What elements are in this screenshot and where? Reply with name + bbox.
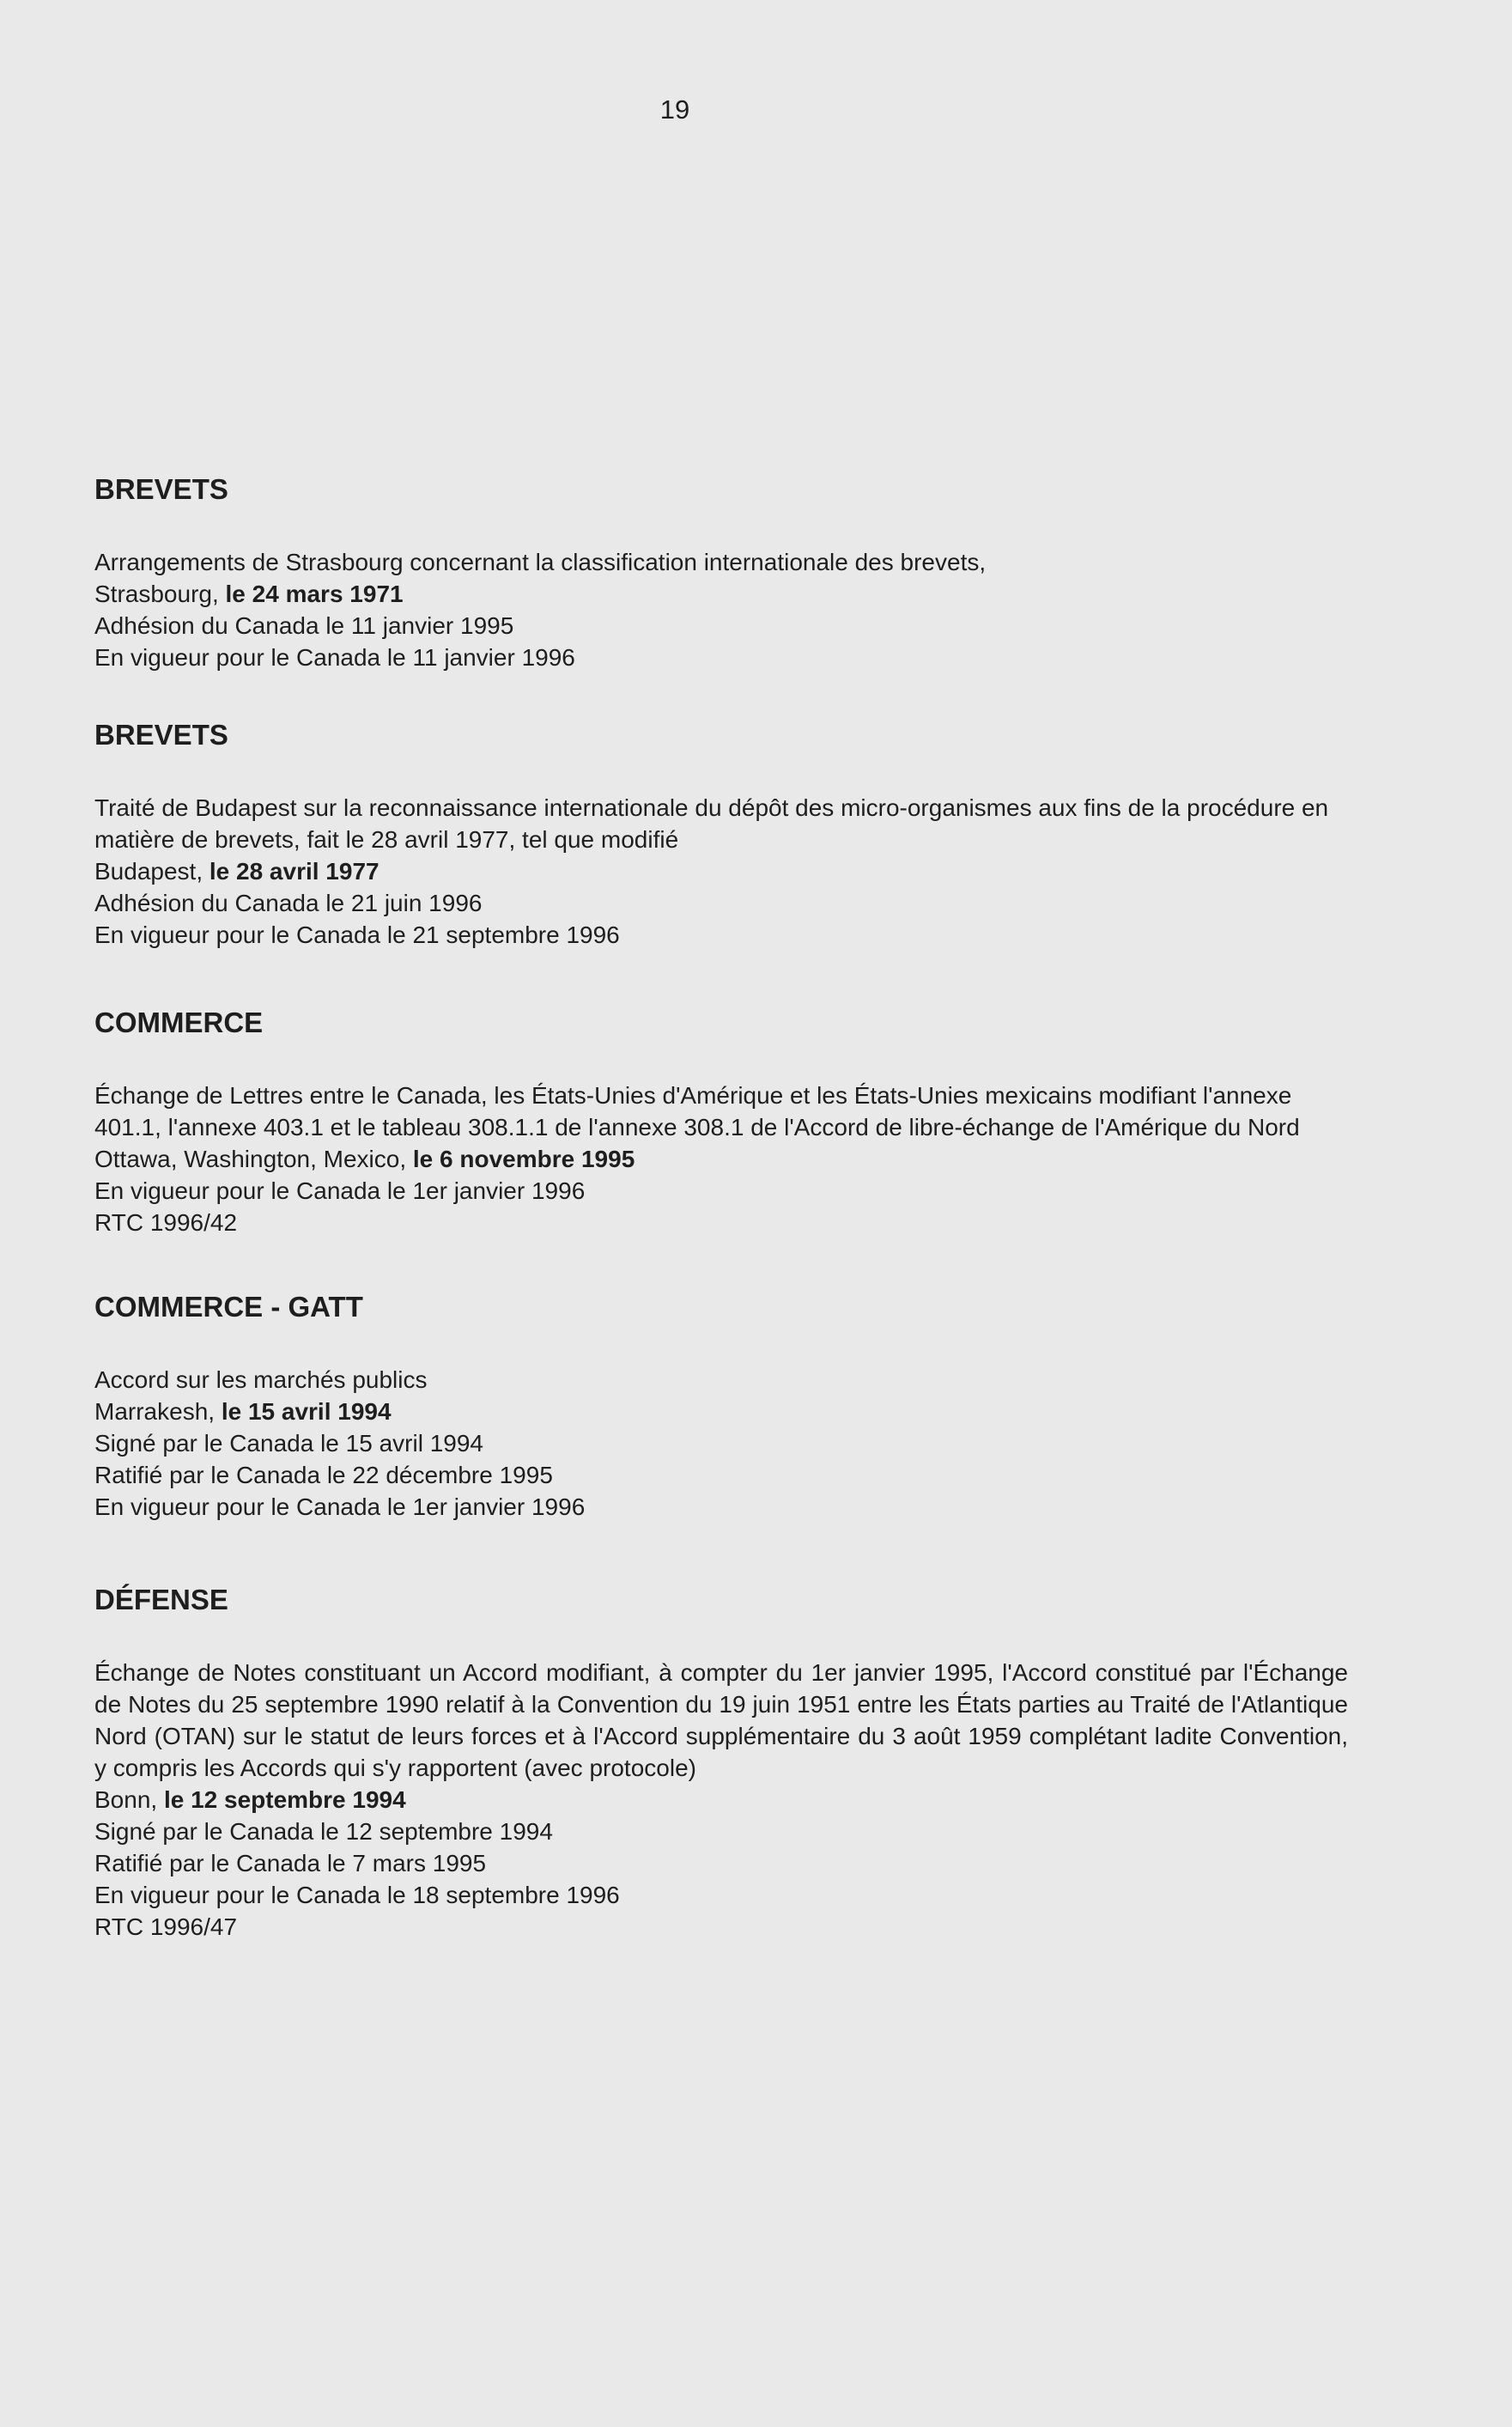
signing-place: Bonn,	[94, 1786, 164, 1813]
signing-place: Marrakesh,	[94, 1398, 222, 1425]
signature-line: Signé par le Canada le 15 avril 1994	[94, 1430, 483, 1457]
treaty-title: Échange de Notes constituant un Accord modifiant, à compter du 1er janvier 1995, l'Accord constitué par l'Échange de Notes du 25 septembre 1990 relatif à la Convention du 19 juin 1951 entre les États parties au Traité de l'Atlantique Nord (OTAN) sur le statut de leurs forces et à l'Accord supplémentaire du 3 août 1959 complétant ladite Convention, y compris les Accords qui s'y rapportent (avec protocole)	[94, 1659, 1348, 1781]
signing-place-date	[94, 1396, 1348, 1427]
signing-date: le 12 septembre 1994	[163, 1786, 406, 1813]
signing-date: le 15 avril 1994	[221, 1398, 392, 1425]
signature-line: Signé par le Canada le 12 septembre 1994	[94, 1818, 553, 1845]
signing-place: Ottawa, Washington, Mexico,	[94, 1146, 413, 1172]
section-commerce-gatt	[94, 1290, 1348, 1523]
treaty-title: Accord sur les marchés publics	[94, 1366, 428, 1393]
accession-line: Adhésion du Canada le 21 juin 1996	[94, 890, 483, 916]
ratification-line: Ratifié par le Canada le 22 décembre 1995	[94, 1462, 553, 1488]
in-force-line: En vigueur pour le Canada le 1er janvier 1996	[94, 1493, 586, 1520]
treaty-title: Traité de Budapest sur la reconnaissance internationale du dépôt des micro-organismes aux fins de la procédure en matière de brevets, fait le 28 avril 1977, tel que modifié	[94, 794, 1329, 853]
in-force-line: En vigueur pour le Canada le 21 septembre 1996	[94, 922, 620, 948]
section-heading: COMMERCE	[94, 1007, 264, 1038]
signing-place-date	[94, 1143, 1348, 1175]
document-body	[94, 472, 1348, 1943]
signing-date: le 28 avril 1977	[209, 858, 380, 885]
in-force-line: En vigueur pour le Canada le 18 septembre 1996	[94, 1882, 620, 1908]
signing-date: le 24 mars 1971	[225, 581, 404, 607]
ratification-line: Ratifié par le Canada le 7 mars 1995	[94, 1850, 487, 1877]
signing-place-date	[94, 578, 1348, 610]
section-brevets-strasbourg	[94, 472, 1348, 673]
treaty-title: Arrangements de Strasbourg concernant la classification internationale des brevets,	[94, 549, 987, 575]
accession-line: Adhésion du Canada le 11 janvier 1995	[94, 612, 514, 639]
page-number: 19	[659, 94, 690, 125]
rtc-reference: RTC 1996/47	[94, 1913, 238, 1940]
signing-place: Strasbourg,	[94, 581, 226, 607]
treaty-title: Échange de Lettres entre le Canada, les États-Unies d'Amérique et les États-Unies mexicains modifiant l'annexe 401.1, l'annexe 403.1 et le tableau 308.1.1 de l'annexe 308.1 de l'Accord de libre-échange de l'Amérique du Nord	[94, 1082, 1300, 1141]
signing-place: Budapest,	[94, 858, 209, 885]
section-defense	[94, 1583, 1348, 1943]
signing-date: le 6 novembre 1995	[412, 1146, 635, 1172]
section-heading: BREVETS	[94, 719, 228, 751]
section-heading: BREVETS	[94, 473, 228, 505]
in-force-line: En vigueur pour le Canada le 11 janvier 1996	[94, 644, 575, 671]
section-brevets-budapest	[94, 718, 1348, 951]
section-heading: DÉFENSE	[94, 1584, 228, 1615]
signing-place-date	[94, 855, 1348, 887]
signing-place-date	[94, 1784, 1348, 1816]
section-commerce	[94, 1006, 1348, 1238]
rtc-reference: RTC 1996/42	[94, 1209, 238, 1236]
section-heading: COMMERCE - GATT	[94, 1291, 363, 1323]
in-force-line: En vigueur pour le Canada le 1er janvier 1996	[94, 1177, 586, 1204]
